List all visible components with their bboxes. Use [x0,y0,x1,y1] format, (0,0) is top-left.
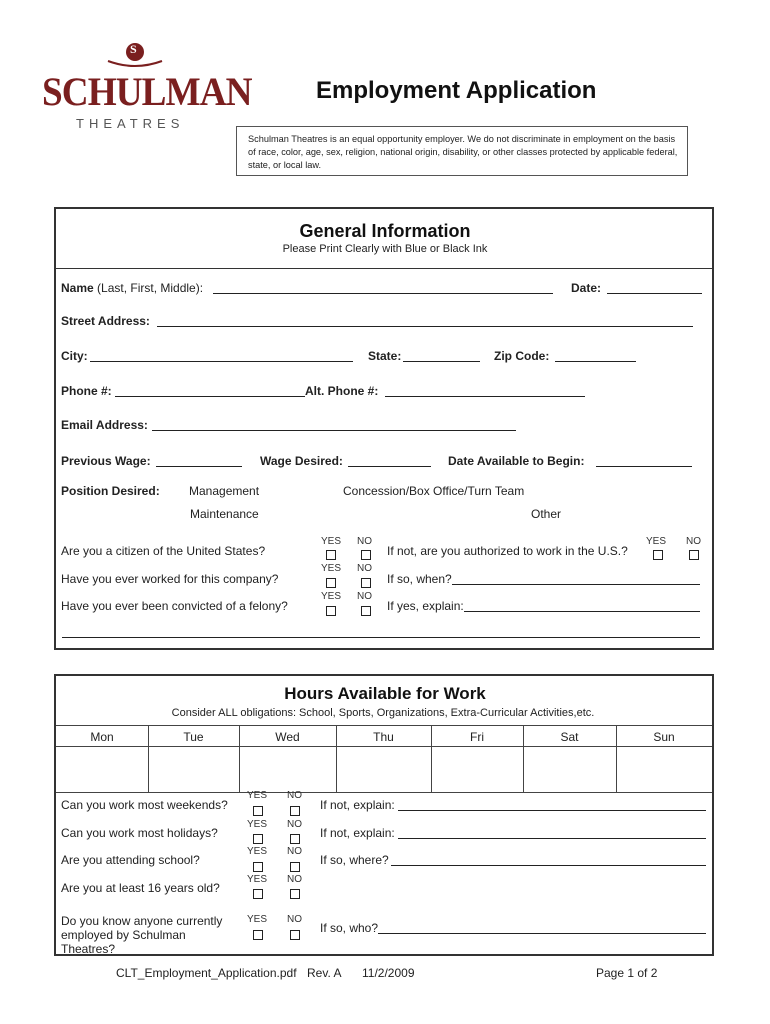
weekends-no-checkbox[interactable] [290,806,300,816]
question-citizen: Are you a citizen of the United States? [61,544,266,558]
position-other[interactable]: Other [531,507,562,521]
no-label: NO [287,914,302,925]
question-authorized: If not, are you authorized to work in the U.S.? [387,544,628,558]
no-label: NO [287,819,302,830]
question-school: Are you attending school? [61,853,200,867]
state-label: State: [368,349,402,363]
footer-date: 11/2/2009 [362,966,415,980]
yes-label: YES [247,914,268,925]
footer-page-number: Page 1 of 2 [596,966,658,980]
day-fri: Fri [470,730,484,744]
logo [42,40,252,135]
yes-label: YES [247,790,268,801]
yes-label: YES [247,874,268,885]
explain-label: If yes, explain: [387,599,464,613]
zip-field[interactable] [555,361,636,362]
date-begin-field[interactable] [596,466,692,467]
day-thu: Thu [373,730,394,744]
yes-label: YES [321,536,342,547]
day-mon: Mon [90,730,114,744]
weekends-explain-field[interactable] [398,810,706,811]
when-field[interactable] [452,584,700,585]
age-yes-checkbox[interactable] [253,889,263,899]
question-weekends: Can you work most weekends? [61,798,228,812]
eeo-notice [236,126,688,176]
city-field[interactable] [90,361,353,362]
state-field[interactable] [403,361,480,362]
hours-wed-cell[interactable] [240,747,336,791]
wage-desired-label: Wage Desired: [260,454,343,468]
day-sun: Sun [653,730,675,744]
worked-no-checkbox[interactable] [361,578,371,588]
street-label: Street Address: [61,314,150,328]
no-label: NO [686,536,701,547]
authorized-no-checkbox[interactable] [689,550,699,560]
when-label: If so, when? [387,572,452,586]
page-title: Employment Application [316,77,597,104]
previous-wage-label: Previous Wage: [61,454,151,468]
felony-explain-field[interactable] [464,611,700,612]
school-where-field[interactable] [391,865,706,866]
no-label: NO [287,790,302,801]
school-where-label: If so, where? [320,853,389,867]
age-no-checkbox[interactable] [290,889,300,899]
know-no-checkbox[interactable] [290,930,300,940]
footer-filename: CLT_Employment_Application.pdf [116,966,297,980]
hours-sat-cell[interactable] [524,747,616,791]
name-label: Name (Last, First, Middle): [61,281,204,295]
yes-label: YES [321,563,342,574]
name-field[interactable] [213,293,553,294]
day-sat: Sat [560,730,579,744]
question-felony: Have you ever been convicted of a felony? [61,599,288,613]
yes-label: YES [247,846,268,857]
citizen-yes-checkbox[interactable] [326,550,336,560]
school-yes-checkbox[interactable] [253,862,263,872]
worked-yes-checkbox[interactable] [326,578,336,588]
holidays-yes-checkbox[interactable] [253,834,263,844]
city-label: City: [61,349,88,363]
authorized-yes-checkbox[interactable] [653,550,663,560]
felony-yes-checkbox[interactable] [326,606,336,616]
yes-label: YES [247,819,268,830]
street-field[interactable] [157,326,693,327]
wage-desired-field[interactable] [348,466,431,467]
email-field[interactable] [152,430,516,431]
no-label: NO [357,563,372,574]
hours-title: Hours Available for Work [284,684,486,703]
question-holidays: Can you work most holidays? [61,826,218,840]
date-begin-label: Date Available to Begin: [448,454,585,468]
no-label: NO [287,846,302,857]
no-label: NO [357,536,372,547]
weekends-yes-checkbox[interactable] [253,806,263,816]
holidays-explain-label: If not, explain: [320,826,395,840]
holidays-explain-field[interactable] [398,838,706,839]
no-label: NO [287,874,302,885]
phone-field[interactable] [115,396,305,397]
day-wed: Wed [275,730,300,744]
logo-name: SCHULMAN [42,69,252,114]
position-management[interactable]: Management [189,484,260,498]
citizen-no-checkbox[interactable] [361,550,371,560]
general-subtitle: Please Print Clearly with Blue or Black Ink [282,243,488,255]
previous-wage-field[interactable] [156,466,242,467]
hours-tue-cell[interactable] [149,747,239,791]
question-know-anyone: Do you know anyone currently employed by Schulman Theatres? [61,914,223,956]
yes-label: YES [321,591,342,602]
hours-mon-cell[interactable] [56,747,148,791]
felony-explain-extra-field[interactable] [62,637,700,638]
section-divider [56,268,712,269]
availability-grid [56,725,712,793]
email-label: Email Address: [61,418,148,432]
hours-thu-cell[interactable] [337,747,431,791]
holidays-no-checkbox[interactable] [290,834,300,844]
no-label: NO [357,591,372,602]
footer-revision: Rev. A [307,966,342,980]
logo-initial: S [130,42,137,56]
logo-sub: THEATRES [76,116,185,131]
alt-phone-field[interactable] [385,396,585,397]
know-who-label: If so, who? [320,921,379,935]
hours-sun-cell[interactable] [617,747,712,791]
position-concession[interactable]: Concession/Box Office/Turn Team [343,484,525,498]
hours-subtitle: Consider ALL obligations: School, Sports, Organizations, Extra-Curricular Activities,etc. [171,707,595,719]
hours-fri-cell[interactable] [432,747,523,791]
know-who-field[interactable] [378,933,706,934]
phone-label: Phone #: [61,384,112,398]
eeo-notice-text: Schulman Theatres is an equal opportunity employer. We do not discriminate in employment on the basis of race, color, age, sex, religion, national origin, disability, or other classes protected by applicable federal, state, or local law. [248,134,678,170]
alt-phone-label: Alt. Phone #: [305,384,379,398]
weekends-explain-label: If not, explain: [320,798,395,812]
felony-no-checkbox[interactable] [361,606,371,616]
day-tue: Tue [183,730,204,744]
position-label: Position Desired: [61,484,160,498]
question-worked-here: Have you ever worked for this company? [61,572,279,586]
zip-label: Zip Code: [494,349,550,363]
general-title: General Information [299,221,471,241]
yes-label: YES [646,536,667,547]
position-maintenance[interactable]: Maintenance [190,507,259,521]
school-no-checkbox[interactable] [290,862,300,872]
date-label: Date: [571,281,602,295]
question-age: Are you at least 16 years old? [61,881,220,895]
date-field[interactable] [607,293,702,294]
know-yes-checkbox[interactable] [253,930,263,940]
